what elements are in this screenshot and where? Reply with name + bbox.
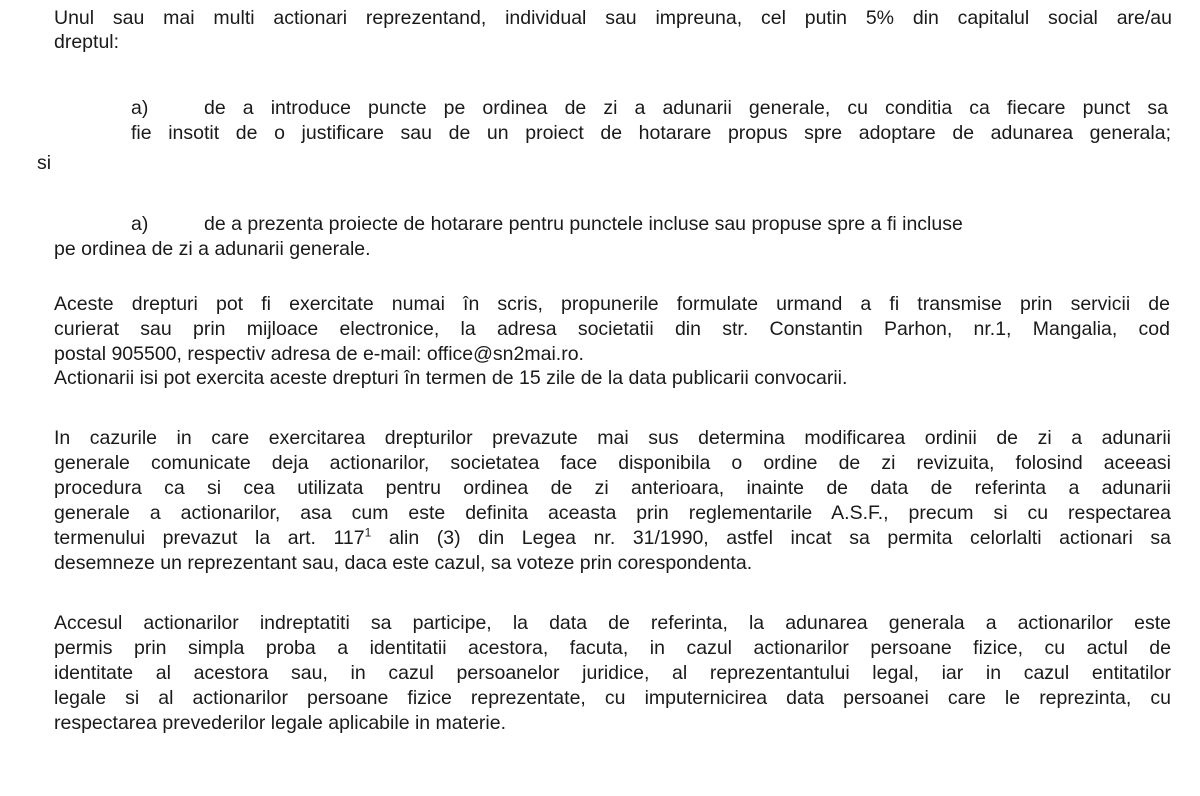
line-text: termenului prevazut la art. 117 [54, 527, 365, 549]
list-item-line: de a prezenta proiecte de hotarare pentru punctele incluse sau propuse spre a fi incluse [204, 213, 963, 235]
list-item-line: fie insotit de o justificare sau de un proiect de hotarare propus spre adoptare de adunarea generala; [131, 122, 1171, 144]
paragraph-line: postal 905500, respectiv adresa de e-mail: office@sn2mai.ro. [54, 343, 584, 365]
conjunction-text: si [37, 152, 52, 174]
paragraph-line: legale si al actionarilor persoane fizice reprezentate, cu imputernicirea data persoanei care le reprezinta, cu [54, 687, 1171, 709]
paragraph-line: In cazurile in care exercitarea drepturilor prevazute mai sus determina modificarea ordinii de zi a adunarii [54, 427, 1171, 449]
superscript: 1 [364, 525, 372, 540]
intro-line-1: Unul sau mai multi actionari reprezentand, individual sau impreuna, cel putin 5% din capitalul social are/au [54, 7, 1172, 29]
paragraph-line: Actionarii isi pot exercita aceste drepturi în termen de 15 zile de la data publicarii convocarii. [54, 367, 848, 389]
list-item-line: de a introduce puncte pe ordinea de zi a adunarii generale, cu conditia ca fiecare punct sa [204, 97, 1168, 119]
paragraph-line: identitate al acestora sau, in cazul persoanelor juridice, al reprezentantului legal, iar in cazul entitatilor [54, 662, 1171, 684]
list-marker: a) [131, 213, 149, 235]
paragraph-line: respectarea prevederilor legale aplicabile in materie. [54, 712, 506, 734]
paragraph-line: procedura ca si cea utilizata pentru ordinea de zi anterioara, inainte de data de referinta a adunarii [54, 477, 1171, 499]
paragraph-line: generale comunicate deja actionarilor, societatea face disponibila o ordine de zi revizuita, folosind aceeasi [54, 452, 1171, 474]
paragraph-line: generale a actionarilor, asa cum este definita aceasta prin reglementarile A.S.F., precum si cu respectarea [54, 502, 1171, 524]
paragraph-line: Accesul actionarilor indreptatiti sa participe, la data de referinta, la adunarea generala a actionarilor este [54, 612, 1171, 634]
paragraph-line: curierat sau prin mijloace electronice, la adresa societatii din str. Constantin Parhon, nr.1, Mangalia, cod [54, 318, 1170, 340]
paragraph-line: permis prin simpla proba a identitatii acestora, facuta, in cazul actionarilor persoane fizice, cu actul de [54, 637, 1171, 659]
intro-line-2: dreptul: [54, 31, 120, 53]
list-item-line: pe ordinea de zi a adunarii generale. [54, 238, 371, 260]
paragraph-line: Aceste drepturi pot fi exercitate numai în scris, propunerile formulate urmand a fi transmise prin servicii de [54, 293, 1170, 315]
paragraph-line-with-superscript [54, 526, 1171, 550]
line-text: alin (3) din Legea nr. 31/1990, astfel incat sa permita celorlalti actionari sa [371, 527, 1171, 549]
list-marker: a) [131, 97, 149, 119]
paragraph-line: desemneze un reprezentant sau, daca este cazul, sa voteze prin corespondenta. [54, 552, 753, 574]
